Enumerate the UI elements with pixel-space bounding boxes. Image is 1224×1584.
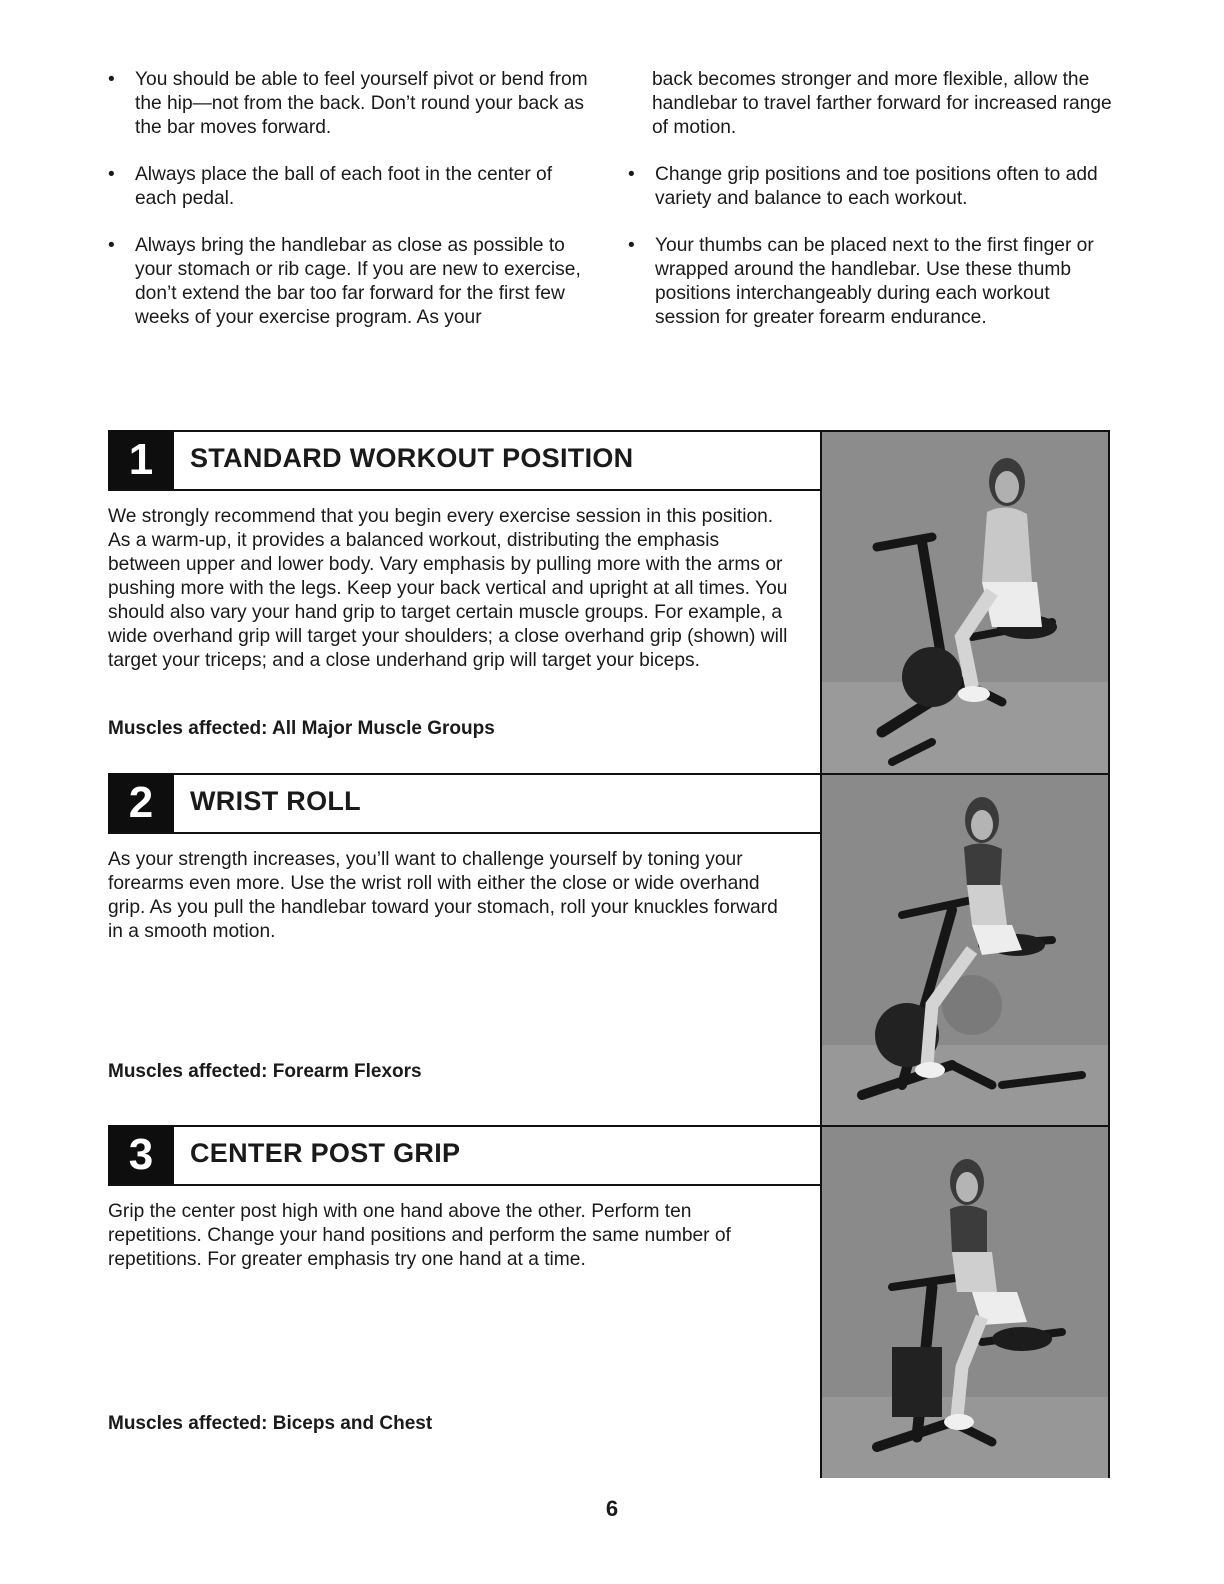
exercise-photo-center-post xyxy=(822,1127,1108,1478)
bullet-text: You should be able to feel yourself pivot or bend from the hip—not from the back. Don’t round your back as the bar moves forward. xyxy=(135,69,588,138)
bullet-dot: • xyxy=(628,235,635,256)
bullet-dot: • xyxy=(108,69,115,90)
bullet-item xyxy=(108,234,598,330)
section-title: WRIST ROLL xyxy=(190,786,361,816)
muscles-affected: Muscles affected: Biceps and Chest xyxy=(108,1413,433,1434)
bullet-item xyxy=(108,163,598,211)
section-body: We strongly recommend that you begin every exercise session in this position. As a warm-up, it provides a balanced workout, distributing the emphasis between upper and lower body. Vary emphasis by pulling more with the arms or pushing more with the legs. Keep your back vertical and upright at all times. You should also vary your hand grip to target certain muscle groups. For example, a wide overhand grip will target your shoulders; a close overhand grip (shown) will target your triceps; and a close underhand grip will target your biceps. xyxy=(108,506,788,671)
section-number-badge: 1 xyxy=(108,430,174,489)
bullet-text: Always bring the handlebar as close as possible to your stomach or rib cage. If you are new to exercise, don’t extend the bar too far forward for the first few weeks of your exercise program. As your xyxy=(135,235,581,328)
bullet-dot: • xyxy=(108,164,115,185)
section-wrist-roll xyxy=(108,773,820,1125)
bullet-item xyxy=(628,163,1118,211)
muscles-affected: Muscles affected: Forearm Flexors xyxy=(108,1061,422,1082)
bullet-text: Change grip positions and toe positions often to add variety and balance to each workout. xyxy=(655,164,1098,209)
exercise-photo-standard xyxy=(822,432,1108,773)
section-center-post-grip xyxy=(108,1125,820,1476)
bullet-text: Always place the ball of each foot in the center of each pedal. xyxy=(135,164,553,209)
right-bullet-column xyxy=(628,68,1118,353)
section-number-badge: 2 xyxy=(108,773,174,832)
left-bullet-column xyxy=(108,68,598,353)
section-title: CENTER POST GRIP xyxy=(190,1138,461,1168)
muscles-affected: Muscles affected: All Major Muscle Groups xyxy=(108,718,495,739)
bullet-text: Your thumbs can be placed next to the first finger or wrapped around the handlebar. Use these thumb positions interchangeably during each workout session for greater forearm endurance. xyxy=(655,235,1094,328)
section-header xyxy=(108,1125,820,1186)
section-title: STANDARD WORKOUT POSITION xyxy=(190,443,634,473)
section-body: As your strength increases, you’ll want to challenge yourself by toning your forearms even more. Use the wrist roll with either the close or wide overhand grip. As you pull the handlebar toward your stomach, roll your knuckles forward in a smooth motion. xyxy=(108,849,778,942)
bullet-item xyxy=(628,234,1118,330)
section-body: Grip the center post high with one hand above the other. Perform ten repetitions. Change your hand positions and perform the same number of repetitions. For greater emphasis try one hand at a time. xyxy=(108,1201,731,1270)
section-standard-workout xyxy=(108,430,820,773)
bullet-dot: • xyxy=(108,235,115,256)
section-header xyxy=(108,430,820,491)
section-header xyxy=(108,773,820,834)
section-number-badge: 3 xyxy=(108,1125,174,1184)
exercise-photo-wrist-roll xyxy=(822,775,1108,1125)
bullet-dot: • xyxy=(628,164,635,185)
page-number: 6 xyxy=(605,1496,619,1521)
photo-column xyxy=(820,430,1110,1478)
bullet-continuation: back becomes stronger and more flexible, allow the handlebar to travel farther forward for increased range of motion. xyxy=(652,69,1112,138)
bullet-item xyxy=(108,68,598,140)
